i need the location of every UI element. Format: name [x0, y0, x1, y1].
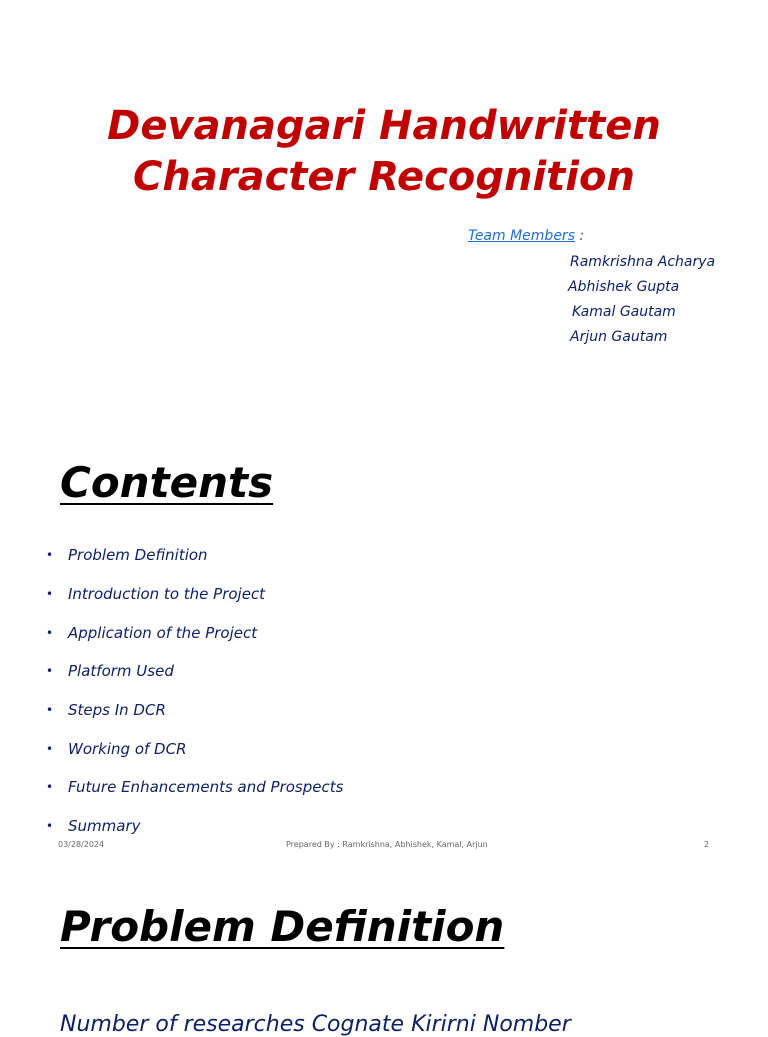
contents-item-label: Platform Used — [68, 662, 174, 681]
team-members-colon: : — [574, 228, 585, 244]
footer-page-number: 2 — [704, 840, 710, 849]
bullet-icon: • — [46, 741, 54, 756]
bullet-icon: • — [46, 625, 54, 640]
contents-item-label: Future Enhancements and Prospects — [68, 778, 344, 797]
main-title-line-2: Character Recognition — [133, 154, 635, 200]
contents-item — [46, 729, 343, 768]
team-member-name: Abhishek Gupta — [568, 279, 680, 295]
bullet-icon: • — [46, 548, 54, 563]
bullet-icon: • — [46, 780, 54, 795]
problem-definition-slide — [0, 862, 768, 1037]
team-member-name: Arjun Gautam — [570, 329, 668, 345]
contents-list — [46, 536, 343, 846]
team-member-name: Kamal Gautam — [572, 304, 676, 320]
contents-item — [46, 575, 343, 614]
contents-item — [46, 691, 343, 730]
bullet-icon: • — [46, 703, 54, 718]
footer-prepared-by: Prepared By : Ramkrishna, Abhishek, Kamal, Arjun — [286, 840, 488, 849]
contents-item — [46, 768, 343, 807]
problem-definition-text: Number of researches Cognate Kirirni Nomber — [60, 1012, 571, 1037]
title-slide — [0, 0, 768, 430]
team-member-name: Ramkrishna Acharya — [570, 254, 716, 270]
bullet-icon: • — [46, 819, 54, 834]
contents-item-label: Problem Definition — [68, 546, 208, 565]
main-title-line-1: Devanagari Handwritten — [107, 103, 661, 149]
bullet-icon: • — [46, 664, 54, 679]
contents-item-label: Application of the Project — [68, 623, 258, 642]
team-members-label — [468, 228, 584, 244]
contents-item — [46, 536, 343, 575]
problem-definition-title: Problem Definition — [60, 902, 505, 951]
footer-date: 03/28/2024 — [58, 840, 105, 849]
contents-slide — [0, 430, 768, 862]
contents-item — [46, 652, 343, 691]
contents-item — [46, 613, 343, 652]
contents-item-label: Summary — [68, 817, 141, 836]
contents-title: Contents — [60, 458, 274, 507]
bullet-icon: • — [46, 587, 54, 602]
contents-item-label: Working of DCR — [68, 739, 187, 758]
contents-item-label: Steps In DCR — [68, 701, 166, 720]
team-members-link[interactable]: Team Members — [468, 228, 575, 244]
contents-item-label: Introduction to the Project — [68, 585, 266, 604]
